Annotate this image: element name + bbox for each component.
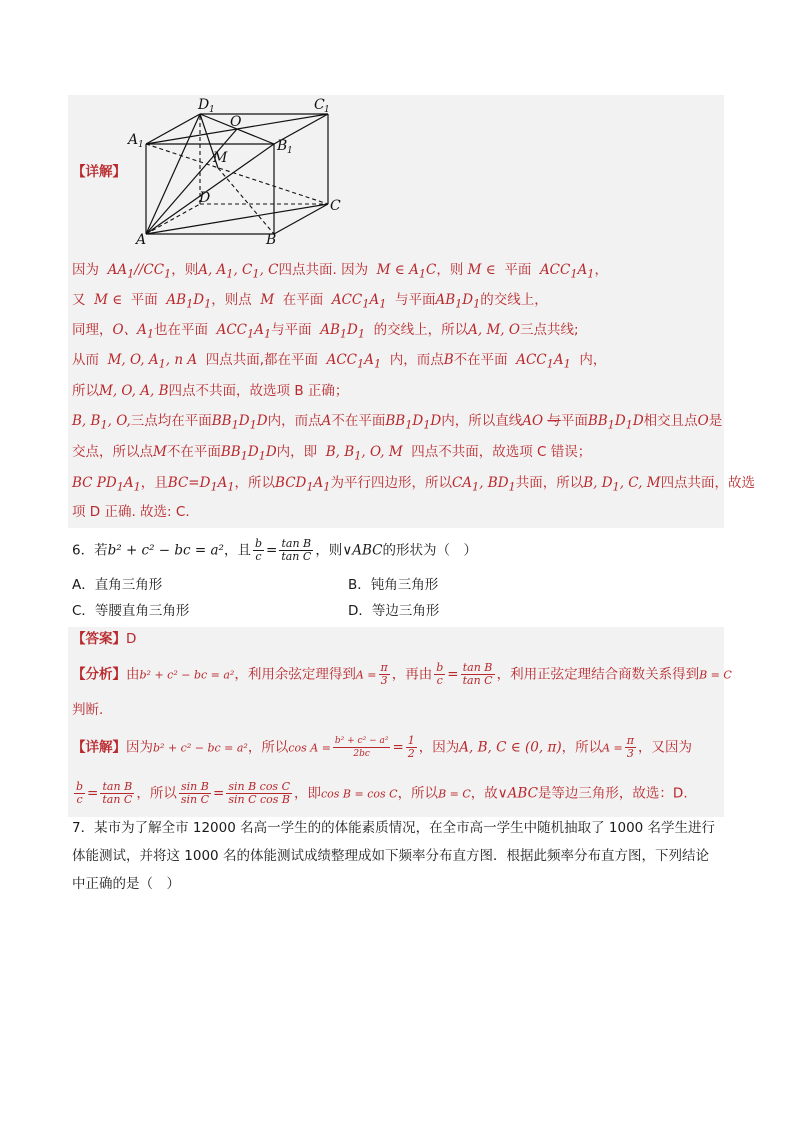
label-D1: D	[198, 97, 210, 113]
q5-line-4: 从而 M, O, $A_1$, n A 四点共面,都在平面 $ACC_1A_1$ 内，而点B不在平面 $ACC_1A_1$ 内，	[72, 352, 607, 371]
q5-line-8: BC $PD_1A_1$，且$BC=D_1A_1$，所以$BCD_1A_1$为平行四边形，所以$CA_1$, $BD_1$共面，所以B, $D_1$, C, M四点共面，故选	[72, 475, 756, 494]
q5-line-1: 因为 $AA_1//CC_1$，则A, $A_1$, $C_1$, C四点共面. 因为 M ∈ $A_1C$，则 M ∈ 平面 $ACC_1A_1$，	[72, 262, 608, 281]
line-A-D1	[146, 114, 200, 234]
option-a[interactable]: A．直角三角形	[72, 577, 163, 593]
q6-detail-1: 【详解】因为b² + c² − bc = a²，所以cos A = $\frac{\text{b² + c² − a²}}{2bc}$ = $\frac{1}{2}$ ，因为A, B, C ∈ (0, π)，所以A = $\frac{\pi}{3}$ ，又因为	[72, 734, 692, 760]
q5-line-6: B, $B_1$, O,三点均在平面$BB_1D_1D$内，而点A不在平面$BB_1D_1D$内，所以直线AO 与平面$BB_1D_1D$相交且点O是	[72, 413, 723, 432]
line-A-O	[146, 129, 237, 234]
label-A: A	[136, 232, 147, 248]
q5-line-9: 项 D 正确. 故选: C.	[72, 504, 190, 520]
q5-line-5: 所以M, O, A, B四点不共面，故选项 B 正确；	[72, 383, 349, 399]
label-B: B	[266, 232, 277, 248]
detail-label: 【详解】	[72, 164, 126, 180]
q7-line-1: 7．某市为了解全市 12000 名高一学生的的体能素质情况，在全市高一学生中随机抽取了 1000 名学生进行	[72, 820, 716, 836]
option-c[interactable]: C．等腰直角三角形	[72, 603, 190, 619]
svg-text:1: 1	[324, 105, 330, 115]
svg-text:1: 1	[287, 146, 293, 156]
label-A1: A	[128, 132, 139, 148]
q6-stem: 6．若b² + c² − bc = a²，且 $\frac{b}{c}$ = $\frac{\text{tan B}}{\text{tan C}}$ ，则∨ABC的形状为（ ）	[72, 537, 477, 563]
option-b[interactable]: B．钝角三角形	[348, 577, 439, 593]
q6-answer: 【答案】D	[72, 631, 137, 647]
q5-line-7: 交点，所以点M不在平面$BB_1D_1D$内，即 B, $B_1$, O, M 四点不共面，故选项 C 错误；	[72, 444, 592, 463]
q5-line-2: 又 M ∈ 平面 $AB_1D_1$，则点 M 在平面 $ACC_1A_1$ 与平面$AB_1D_1$的交线上，	[72, 292, 548, 311]
label-O: O	[230, 114, 242, 130]
label-B1: B	[277, 138, 288, 154]
cube-figure	[120, 96, 360, 248]
q6-analysis: 【分析】由b² + c² − bc = a²，利用余弦定理得到A = $\frac{\pi}{3}$ ，再由 $\frac{b}{c}$ = $\frac{\text{tan B}}{\text{tan C}}$ ，利用正弦定理结合商数关系得到B = C	[72, 661, 732, 687]
line-A-B1	[146, 144, 274, 234]
label-M: M	[213, 150, 228, 166]
q6-detail-2: $\frac{b}{c}$ = $\frac{\text{tan B}}{\text{tan C}}$ ，所以 $\frac{\text{sin B}}{\text{sin C}}$ = $\frac{\text{sin B cos C}}{\text{sin C cos B}}$ ，即cos B = cos C，所以B = C，故∨ABC是等边三角形，故选：D.	[76, 780, 688, 806]
option-d[interactable]: D．等边三角形	[348, 603, 440, 619]
svg-text:1: 1	[209, 105, 215, 115]
label-D: D	[199, 190, 211, 206]
q6-analysis-cont: 判断.	[72, 702, 104, 718]
svg-text:1: 1	[138, 140, 144, 150]
q5-line-3: 同理，O、$A_1$也在平面 $ACC_1A_1$与平面 $AB_1D_1$ 的交线上，所以A, M, O三点共线;	[72, 322, 579, 341]
q7-line-2: 体能测试，并将这 1000 名的体能测试成绩整理成如下频率分布直方图．根据此频率分布直方图，下列结论	[72, 848, 709, 864]
q7-line-3: 中正确的是（ ）	[72, 876, 180, 892]
label-C1: C	[314, 97, 325, 113]
label-C: C	[330, 198, 341, 214]
